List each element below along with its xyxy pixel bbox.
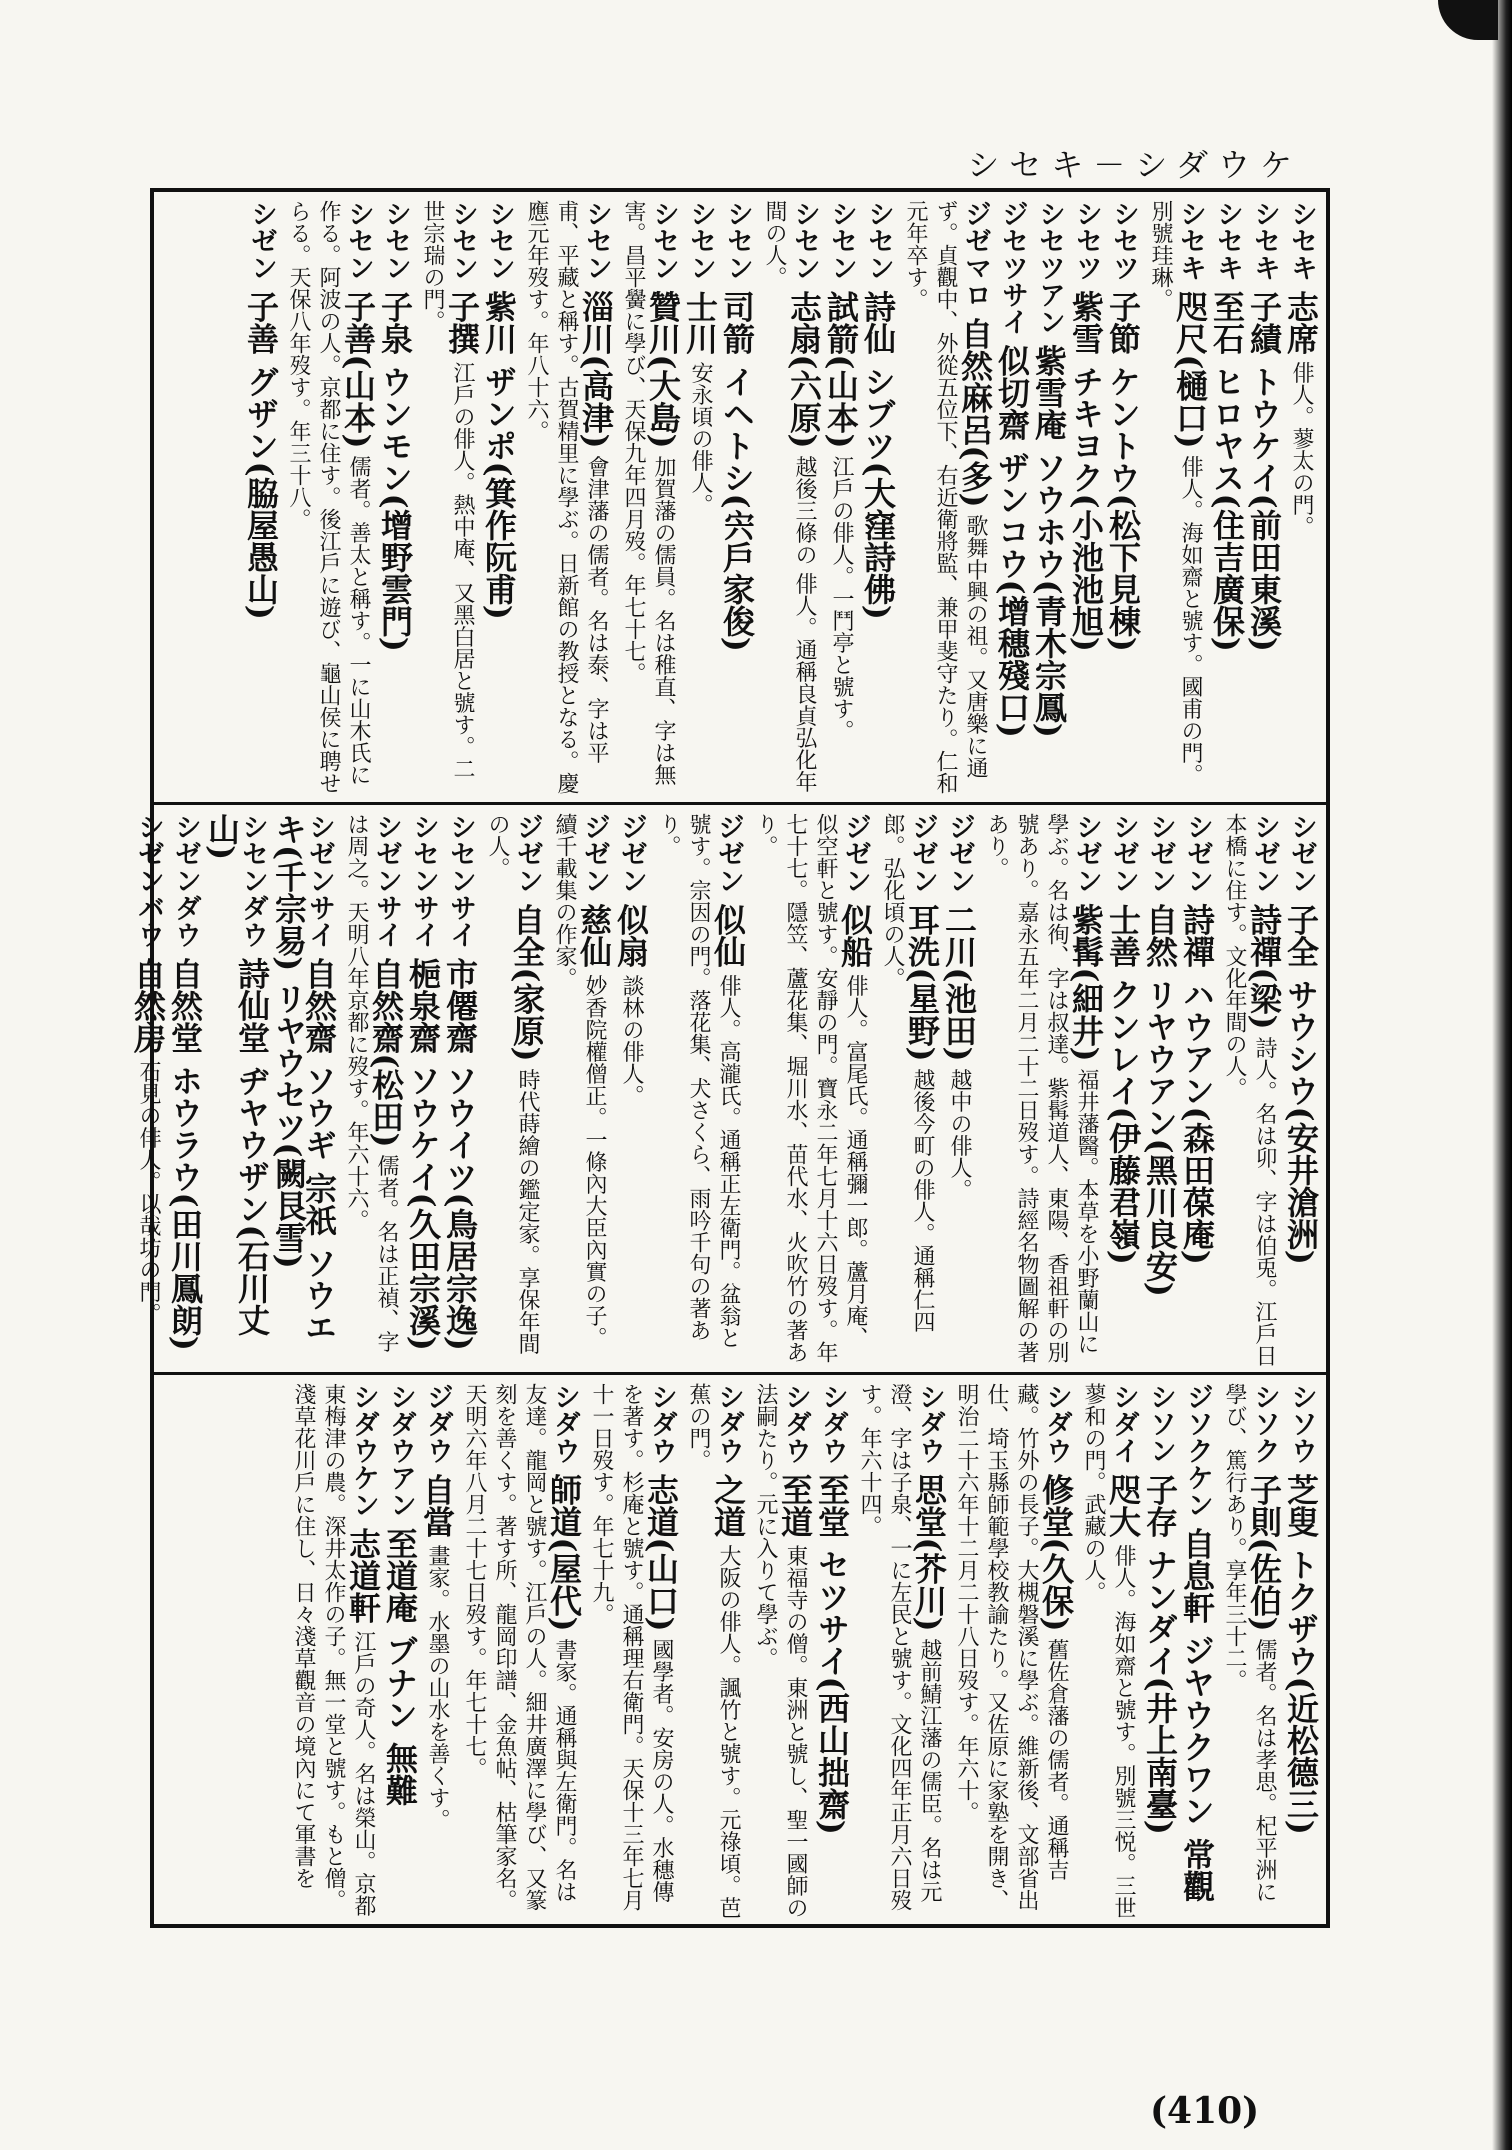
band-bottom: [154, 1372, 1326, 1931]
entry-headword: 紫川 ザンポ(箕作阮甫): [480, 290, 518, 620]
entry-reading: ジソクケン: [1182, 1383, 1213, 1528]
entry-headword: 士善 クンレイ(伊藤君嶺): [1104, 903, 1142, 1265]
entry-reading: ジダウ: [422, 1383, 453, 1474]
entry-description: 歌舞中興の祖。又唐樂に通ず。貞觀中、外從五位下、右近衛將監、兼甲斐守たり。仁和元年卒す。: [903, 200, 988, 794]
dictionary-entry: [1245, 200, 1283, 794]
entry-headword: 志道軒: [344, 1527, 382, 1624]
entry-reading: シダウ: [1041, 1383, 1072, 1474]
entry-reading: シゼン: [1249, 813, 1280, 904]
dictionary-entry: [242, 200, 280, 794]
entry-reading: シゼンバウ: [133, 813, 164, 958]
entry-reading: シセン: [484, 200, 515, 291]
entry-headword: 子節 ケントウ(松下見棟): [1104, 290, 1142, 652]
entry-description: 會津藩の儒者。名は泰、字は平甫、平藏と稱す。古賀精里に學ぶ。日新館の教授となる。慶應元年歿す。年八十六。: [524, 200, 609, 794]
entry-reading: シセキ: [1212, 200, 1243, 291]
dictionary-entry: [1178, 1383, 1216, 1923]
page-edge-shadow: [1492, 0, 1512, 2150]
dictionary-entry: [283, 200, 377, 794]
entry-headword: 士川: [681, 290, 719, 355]
dictionary-entry: [877, 813, 941, 1367]
entry-reading: シセンダウ: [237, 813, 268, 958]
dictionary-entry: [612, 813, 650, 1367]
entry-reading: シセン: [648, 200, 679, 291]
entry-description: 儒者。名は孝思。杞平洲に學び、篤行あり。享年三十二。: [1222, 1383, 1277, 1903]
entry-headword: 紫雪庵 ソウホウ(青木宗鳳): [1030, 344, 1068, 738]
dictionary-entry: [1282, 813, 1320, 1367]
entry-description: 石見の俳人。以哉坊の門。: [136, 1053, 161, 1325]
band-top: [154, 192, 1326, 802]
page-number: (410): [1150, 2090, 1260, 2132]
entry-description: 詩人。名は卯、字は伯兎。江戶日本橋に住す。文化年間の人。: [1222, 813, 1277, 1367]
entry-description: 俳人。高瀧氏。通稱正左衛門。盆翁と號す。宗因の門。落花集、犬さくら、雨吟千句の著あり。: [656, 813, 741, 1349]
dictionary-entry: [1219, 1383, 1283, 1923]
dictionary-entry: [418, 1383, 456, 1923]
entry-reading: シセンサイ: [445, 813, 476, 958]
entry-reading: シゼンサイ: [371, 813, 402, 958]
dictionary-entry: [381, 1383, 419, 1923]
entry-reading: シセン: [826, 200, 857, 291]
dictionary-entry: [822, 200, 860, 794]
running-head: シセキ－シダウケ: [967, 146, 1302, 184]
dictionary-entry: [618, 200, 682, 794]
entry-description: 東福寺の僧。東洲と號し、聖一國師の法嗣たり。元に入りて學ぶ。: [753, 1383, 808, 1919]
dictionary-entry: [718, 200, 756, 794]
entry-headword: 至石 ヒロヤス(住吉廣保): [1208, 290, 1246, 652]
entry-headword: 紫髯(細井): [1067, 903, 1105, 1062]
entry-description: 大阪の俳人。諷竹と號す。元祿頃。芭蕉の門。: [686, 1383, 741, 1919]
entry-headword: 子泉 ウンモン(增野雲門): [376, 290, 414, 652]
entry-description: 舊佐倉藩の儒者。通稱吉藏。竹外の長子。大槻磐溪に學ぶ。維新後、文部省出仕、埼玉縣師範學校教諭たり。又佐原に家塾を開き、明治二十六年十二月二十八日歿す。年六十。: [954, 1383, 1069, 1911]
entry-headword: 似仙: [709, 903, 747, 968]
entry-reading: シセン: [380, 200, 411, 291]
entry-description: 越後三條の 俳人。通稱良貞弘化年間の人。: [762, 200, 817, 793]
entry-description: 書家。通稱與左衛門。名は友達。龍岡と號す。江戶の人。細井廣澤に學び、又篆刻を善くす。著す所、龍岡印譜、金魚帖、枯筆家名。天明六年八月二十七日歿す。年七十七。: [462, 1383, 577, 1911]
dictionary-entry: [1104, 200, 1142, 794]
entry-reading: シダウ: [549, 1383, 580, 1474]
entry-description: 妙香院權僧正。一條內大臣內實の子。續千載集の作家。: [552, 813, 607, 1349]
entry-reading: シセン: [447, 200, 478, 291]
entry-description: 時代蒔繪の鑑定家。享保年間の人。: [485, 813, 540, 1355]
entry-description: 江戶の俳人。一鬥亭と號す。: [829, 448, 854, 742]
page-frame: [129, 188, 1330, 1928]
entry-reading: シダウ: [817, 1383, 848, 1474]
entry-description: 安永頃の俳人。: [688, 354, 713, 516]
entry-description: 俳人。海如齋と號す。國甫の門。別號珪琳。: [1148, 200, 1203, 786]
dictionary-entry: [166, 813, 204, 1367]
dictionary-entry: [1141, 1383, 1179, 1923]
entry-description: 越後今町の俳人。通稱仁四郎。弘化頃の人。: [880, 813, 935, 1333]
entry-reading: シゼン: [1286, 813, 1317, 904]
entry-reading: シセツ: [1071, 200, 1102, 291]
dictionary-entry: [1030, 200, 1068, 794]
dictionary-entry: [480, 200, 518, 794]
entry-headword: 師道(屋代): [545, 1473, 583, 1632]
dictionary-entry: [1282, 1383, 1320, 1923]
entry-headword: 二川(池田): [940, 903, 978, 1062]
dictionary-entry: [1078, 1383, 1142, 1923]
entry-headword: 自全(家原): [508, 903, 546, 1062]
entry-headword: 似船: [836, 903, 874, 968]
entry-description: 國學者。安房の人。水穗傳を著す。杉庵と號す。通稱理右衛門。天保十三年七月十一日歿す。年七十九。: [589, 1383, 674, 1911]
entries-top: [164, 200, 1320, 794]
entry-headword: 梔泉齋 ソウケイ(久田宗溪): [404, 957, 442, 1351]
entry-reading: シセン: [722, 200, 753, 291]
dictionary-entry: [129, 813, 167, 1367]
entry-headword: 子績 トウケイ(前田東溪): [1245, 290, 1283, 652]
band-middle: [129, 802, 1326, 1375]
entry-reading: シゼン: [1182, 813, 1213, 904]
dictionary-entry: [940, 813, 978, 1367]
entry-headword: 志席: [1282, 290, 1320, 355]
entry-reading: ジゼン: [907, 813, 938, 904]
entry-headword: 志道(山口): [642, 1473, 680, 1632]
dictionary-entry: [1067, 200, 1105, 794]
dictionary-entry: [376, 200, 414, 794]
entry-headword: 芝叟 トクザウ(近松德三): [1282, 1473, 1320, 1835]
entry-headword: 咫大: [1104, 1473, 1142, 1538]
dictionary-entry: [1178, 813, 1216, 1367]
dictionary-entry: [341, 813, 405, 1367]
dictionary-entry: [859, 200, 897, 794]
entry-headword: 咫尺(樋口): [1171, 290, 1209, 449]
entry-headword: 子善(山本): [339, 290, 377, 449]
entry-headword: 子則(佐伯): [1245, 1473, 1283, 1632]
entry-headword: 試箭(山本): [822, 290, 860, 449]
entry-headword: 司箭 イヘトシ(宍戶家俊): [718, 290, 756, 652]
entry-reading: シセンサイ: [408, 813, 439, 958]
entry-headword: 至道: [776, 1473, 814, 1538]
entry-reading: ジゼン: [713, 813, 744, 904]
entry-reading: ジゼン: [944, 813, 975, 904]
entry-headword: 思堂(芥川): [910, 1473, 948, 1632]
entry-reading: シソク: [1249, 1383, 1280, 1474]
entry-reading: ジセツサイ: [997, 200, 1028, 345]
entry-headword: 市僊齋 ソウイツ(鳥居宗逸): [441, 957, 479, 1351]
entry-reading: シダウ: [780, 1383, 811, 1474]
entry-reading: シセン: [685, 200, 716, 291]
dictionary-entry: [1145, 200, 1209, 794]
entry-reading: シセキ: [1249, 200, 1280, 291]
dictionary-entry: [441, 813, 479, 1367]
dictionary-entry: [759, 200, 823, 794]
dictionary-entry: [549, 813, 613, 1367]
entry-description: 儒者。名は正禎、字は周之。天明八年京都に歿す。年六十六。: [344, 813, 399, 1353]
entry-headword: 淄川(高津): [577, 290, 615, 449]
entry-headword: 自然齋(松田): [367, 957, 405, 1148]
dictionary-entry: [1208, 200, 1246, 794]
dictionary-entry: [1219, 813, 1283, 1367]
dictionary-entry: [813, 1383, 851, 1923]
entry-description: 俳人。富尾氏。通稱彌一郎。蘆月庵、似空軒と號す。安靜の門。寶永二年七月十六日歿す。年七十七。隱笠、蘆花集、堀川水、苗代水、火吹竹の著あり。: [753, 813, 868, 1363]
entry-headword: 子善 グザン(脇屋愚山): [242, 290, 280, 620]
entry-headword: 贊川(大島): [644, 290, 682, 449]
entry-headword: 自然麻呂(多): [956, 317, 994, 508]
dictionary-entry: [993, 200, 1031, 794]
entry-headword: 耳洗(星野): [903, 903, 941, 1062]
entry-reading: シセン: [789, 200, 820, 291]
entry-headword: 自然 リヤウアン(黑川良安): [1141, 903, 1179, 1297]
entry-reading: シセキ: [1286, 200, 1317, 291]
entry-reading: シダイ: [1108, 1383, 1139, 1474]
entry-description: 江戶の奇人。名は榮山。京都東梅津の農。深井太作の子。無一堂と號す。もと僧。淺草花川戶に住し、日々淺草觀音の境內にて軍書を: [291, 1383, 376, 1917]
entry-reading: シソウ: [1286, 1383, 1317, 1474]
entry-reading: シセン: [863, 200, 894, 291]
dictionary-entry: [653, 813, 747, 1367]
entry-headword: 似扇: [612, 903, 650, 968]
entry-reading: シダウ: [646, 1383, 677, 1474]
dictionary-entry: [203, 813, 271, 1367]
entry-headword: 至堂 セツサイ(西山拙齋): [813, 1473, 851, 1835]
entry-description: 江戶の俳人。熱中庵、又黑白居と號す。二世宗瑞の門。: [420, 200, 475, 780]
entry-reading: シセキ: [1175, 200, 1206, 291]
dictionary-entry: [900, 200, 994, 794]
entry-description: 儒者。善太と稱す。一に山木氏に作る。阿波の人。京都に住す。後江戶に遊び、龜山侯に聘せらる。天保八年歿す。年三十八。: [286, 200, 371, 794]
entry-headword: 自當: [418, 1473, 456, 1538]
entry-reading: シセツアン: [1034, 200, 1065, 345]
dictionary-entry: [270, 813, 338, 1367]
entry-reading: ジゼマロ: [960, 200, 991, 318]
entry-reading: ジゼン: [616, 813, 647, 904]
entry-reading: シゼン: [1145, 813, 1176, 904]
entry-reading: シセツ: [1108, 200, 1139, 291]
entry-reading: シゼンサイ: [304, 813, 335, 958]
entry-headword: 志扇(六原): [785, 290, 823, 449]
entry-reading: シセン: [343, 200, 374, 291]
entry-reading: シセン: [581, 200, 612, 291]
dictionary-entry: [586, 1383, 680, 1923]
entry-headword: 子撰: [443, 290, 481, 355]
entry-reading: ジゼン: [840, 813, 871, 904]
corner-mark: [1438, 0, 1498, 40]
entries-middle: [129, 813, 1320, 1367]
entry-headword: 自然齋 ソウギ 宗祇 ソウエキ(千宗易) リヤウセツ(闕艮雪): [270, 813, 338, 1343]
entry-description: 福井藩醫。本草を小野蘭山に學ぶ。名は徇、字は叔達。紫髯道人、東陽、香祖軒の別號あり。嘉永五年二月二十二日歿す。詩經名物圖解の著あり。: [984, 813, 1099, 1363]
entry-reading: シダウケン: [348, 1383, 379, 1528]
entry-reading: シゼンダウ: [170, 813, 201, 958]
entry-description: 越前鯖江藩の儒臣。名は元澄、字は子泉、一に左民と號す。文化四年正月六日歿す。年六十四。: [857, 1383, 942, 1911]
dictionary-entry: [981, 813, 1105, 1367]
dictionary-entry: [417, 200, 481, 794]
entry-reading: シゼン: [246, 200, 277, 291]
dictionary-entry: [681, 200, 719, 794]
entry-headword: 詩禪 ハウアン(森田葆庵): [1178, 903, 1216, 1265]
entry-description: 俳人。蓼太の門。: [1289, 354, 1314, 538]
dictionary-entry: [288, 1383, 382, 1923]
entry-description: 加賀藩の儒員。名は稚直、字は無害。昌平黌に學び、天保九年四月歿。年七十七。: [621, 200, 676, 786]
entries-bottom: [164, 1383, 1320, 1923]
dictionary-entry: [750, 1383, 814, 1923]
entry-headword: 自然房: [129, 957, 167, 1054]
dictionary-entry: [1104, 813, 1142, 1367]
entry-headword: 修堂(久保): [1037, 1473, 1075, 1632]
entry-headword: 至道庵 ブナン 無難: [381, 1527, 419, 1806]
entry-headword: 詩禪(梁): [1245, 903, 1283, 1030]
entry-headword: 子存 ナンダイ(井上南臺): [1141, 1473, 1179, 1835]
entry-headword: 自然堂 ホウラウ(田川鳳朗): [166, 957, 204, 1351]
entry-headword: 詩仙 シブツ(大窪詩佛): [859, 290, 897, 620]
dictionary-entry: [459, 1383, 583, 1923]
entry-reading: シダウアン: [385, 1383, 416, 1528]
entry-headword: 詩仙堂 ヂヤウザン(石川丈山): [203, 813, 271, 1336]
entry-reading: シゼン: [1108, 813, 1139, 904]
entry-headword: 子全 サウシウ(安井滄洲): [1282, 903, 1320, 1265]
dictionary-entry: [404, 813, 442, 1367]
entry-headword: 紫雪 チキヨク(小池池旭): [1067, 290, 1105, 652]
entry-reading: シダウ: [713, 1383, 744, 1474]
entry-reading: ジゼン: [579, 813, 610, 904]
dictionary-entry: [521, 200, 615, 794]
entry-description: 越中の俳人。: [947, 1061, 972, 1201]
entry-headword: 慈仙: [575, 903, 613, 968]
dictionary-entry: [951, 1383, 1075, 1923]
dictionary-entry: [683, 1383, 747, 1923]
entry-headword: 之道: [709, 1473, 747, 1538]
entry-description: 談林の俳人。: [619, 967, 644, 1107]
entry-reading: シダウ: [914, 1383, 945, 1474]
dictionary-entry: [750, 813, 874, 1367]
entry-description: 畫家。水墨の山水を善くす。: [425, 1537, 450, 1831]
entry-headword: 自息軒 ジヤウクワン 常觀: [1178, 1527, 1216, 1902]
dictionary-entry: [1282, 200, 1320, 794]
entry-headword: 似切齋 ザンコウ(增穗殘口): [993, 344, 1031, 738]
dictionary-entry: [854, 1383, 948, 1923]
entry-reading: ジゼン: [512, 813, 543, 904]
dictionary-entry: [482, 813, 546, 1367]
dictionary-entry: [1141, 813, 1179, 1367]
entry-reading: シソン: [1145, 1383, 1176, 1474]
entry-reading: シゼン: [1071, 813, 1102, 904]
entry-description: 俳人。海如齋と號す。別號三悦。三世蓼和の門。武藏の人。: [1081, 1383, 1136, 1919]
